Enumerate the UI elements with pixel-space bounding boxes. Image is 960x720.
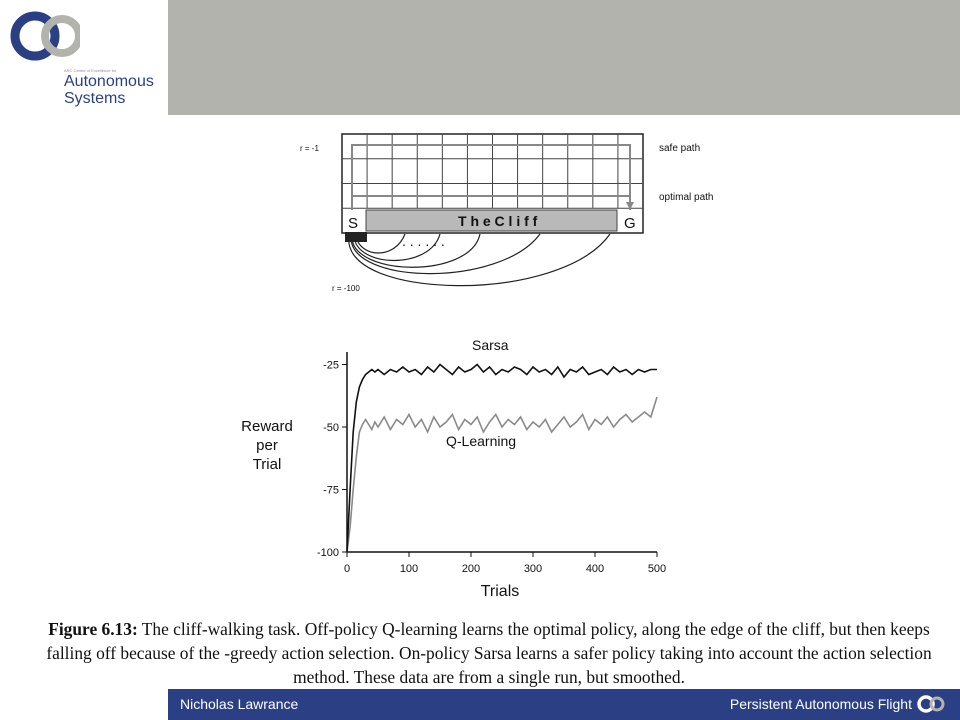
figure-caption bbox=[30, 617, 948, 689]
xlabel: Trials bbox=[480, 583, 520, 600]
sarsa-line bbox=[347, 365, 657, 553]
goal-label: G bbox=[624, 215, 636, 232]
sarsa-legend: Sarsa bbox=[472, 337, 509, 353]
ylabel-line-3: Trial bbox=[252, 456, 282, 473]
reward-chart bbox=[241, 337, 666, 600]
logo-line-1: Autonomous bbox=[64, 73, 154, 90]
start-label: S bbox=[348, 215, 359, 232]
y-tick-label: -100 bbox=[316, 547, 339, 559]
ylabel-line-2: per bbox=[256, 437, 278, 454]
return-arcs bbox=[349, 234, 610, 286]
y-tick-label: -25 bbox=[323, 359, 339, 372]
x-tick-label: 100 bbox=[399, 563, 419, 575]
q-learning-line bbox=[347, 397, 657, 552]
footer-title: Persistent Autonomous Flight bbox=[729, 696, 912, 712]
reward-step-label: r = -1 bbox=[300, 144, 319, 153]
x-tick-label: 0 bbox=[343, 563, 351, 575]
x-ticks bbox=[344, 552, 666, 575]
q-learning-legend: Q-Learning bbox=[446, 433, 517, 449]
cliff-label: T h e C l i f f bbox=[458, 213, 538, 229]
caption-label: Figure 6.13: bbox=[48, 619, 138, 639]
caption-text: The cliff-walking task. Off-policy Q-learning learns the optimal policy, along the edge of the cliff, but then keeps falling off because of the -greedy action selection. On-policy Sarsa learns a safer policy taking into account the action selection method. These data are from a single run, but smoothed. bbox=[46, 619, 932, 687]
x-tick-label: 300 bbox=[523, 563, 543, 575]
x-tick-label: 500 bbox=[647, 563, 667, 575]
footer-logo-icon bbox=[916, 693, 946, 715]
cliff-dots: . . . . . . bbox=[402, 233, 445, 249]
reward-cliff-label: r = -100 bbox=[332, 284, 360, 293]
y-ticks bbox=[317, 360, 347, 560]
optimal-path-label: optimal path bbox=[659, 192, 714, 203]
ylabel-line-1: Reward bbox=[241, 418, 293, 435]
y-tick-label: -50 bbox=[323, 422, 339, 434]
x-tick-label: 400 bbox=[585, 563, 605, 575]
logo-subtitle: ARC Centre of Excellence for bbox=[64, 68, 117, 73]
y-tick-label: -75 bbox=[323, 484, 339, 497]
logo-line-2: Systems bbox=[64, 90, 126, 107]
footer-author: Nicholas Lawrance bbox=[180, 696, 299, 712]
gridworld bbox=[300, 134, 713, 293]
footer-bar bbox=[168, 689, 960, 720]
safe-path-label: safe path bbox=[659, 143, 701, 154]
x-tick-label: 200 bbox=[461, 563, 481, 575]
